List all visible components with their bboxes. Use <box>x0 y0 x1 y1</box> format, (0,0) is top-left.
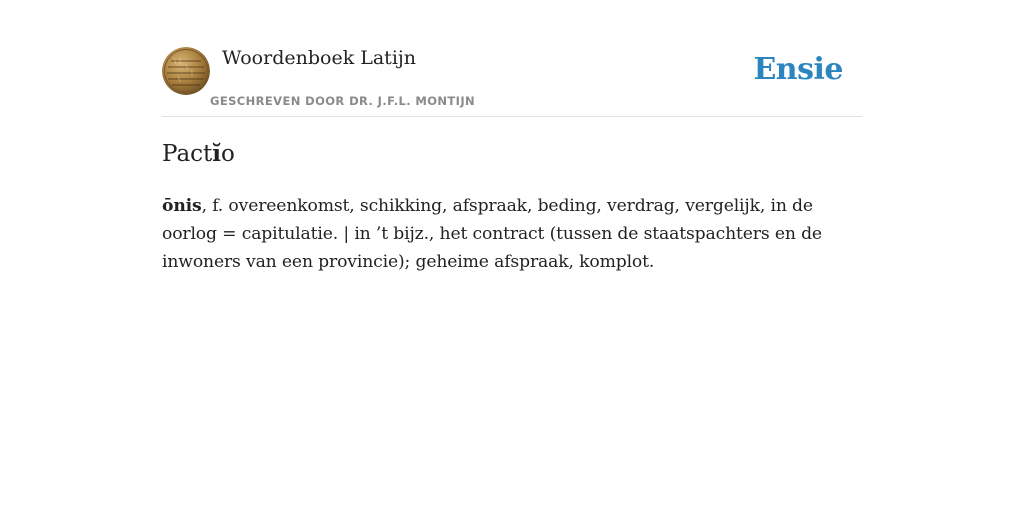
dictionary-title[interactable]: Woordenboek Latijn <box>222 47 417 69</box>
headword-start: Pact <box>162 141 213 167</box>
headword-accent: ĭ <box>212 140 222 167</box>
definition-text: , f. overeenkomst, schikking, afspraak, beding, verdrag, vergelijk, in de oorlog = capitulatie. | in ’t bijz., het contract (tussen de staatspachters en de inwoners van een provincie); geheime afspraak, komplot. <box>162 196 822 272</box>
definition-lead: ōnis <box>162 196 202 216</box>
headword <box>162 139 235 169</box>
definition <box>162 192 862 276</box>
headword-end: o <box>221 141 235 167</box>
author-byline: GESCHREVEN DOOR DR. J.F.L. MONTIJN <box>210 94 476 108</box>
ensie-logo-link[interactable]: Ensie <box>753 52 843 87</box>
ancient-coin-icon[interactable] <box>162 47 210 95</box>
dictionary-header <box>162 46 862 117</box>
